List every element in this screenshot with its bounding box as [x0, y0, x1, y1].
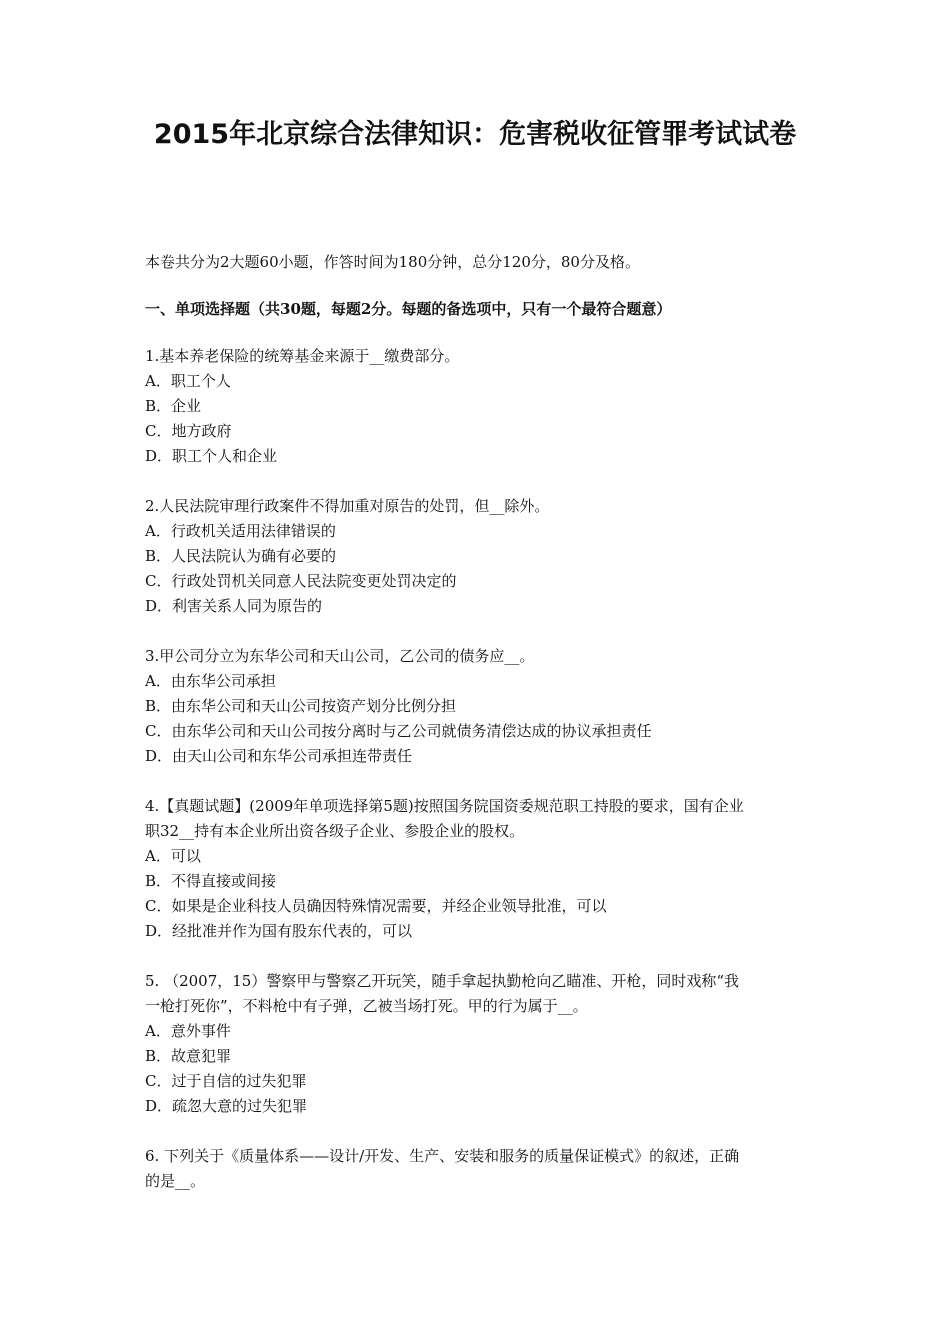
- answer-option: A．职工个人: [145, 372, 231, 390]
- exam-intro: 本卷共分为2大题60小题，作答时间为180分钟，总分120分，80分及格。: [145, 253, 640, 271]
- answer-option: A．可以: [145, 847, 201, 865]
- answer-option: C．地方政府: [145, 422, 232, 440]
- question-item: [145, 1144, 815, 1194]
- document-title: 2015年北京综合法律知识：危害税收征管罪考试试卷: [153, 119, 797, 150]
- question-item: [145, 644, 815, 769]
- answer-option: B．企业: [145, 397, 202, 415]
- question-item: [145, 344, 815, 469]
- answer-option: D．经批准并作为国有股东代表的，可以: [145, 922, 413, 940]
- answer-option: C．由东华公司和天山公司按分离时与乙公司就债务清偿达成的协议承担责任: [145, 722, 652, 740]
- answer-option: B．不得直接或间接: [145, 872, 277, 890]
- document-body: [145, 250, 815, 1219]
- question-stem: 的是__。: [145, 1172, 206, 1190]
- answer-option: A．意外事件: [145, 1022, 231, 1040]
- answer-option: C．如果是企业科技人员确因特殊情况需要，并经企业领导批准，可以: [145, 897, 607, 915]
- question-item: [145, 969, 815, 1119]
- question-stem: 4.【真题试题】(2009年单项选择第5题)按照国务院国资委规范职工持股的要求，国有企业: [145, 797, 744, 815]
- answer-option: A．由东华公司承担: [145, 672, 276, 690]
- answer-option: B．人民法院认为确有必要的: [145, 547, 337, 565]
- answer-option: D．利害关系人同为原告的: [145, 597, 323, 615]
- question-stem: 一枪打死你”，不料枪中有子弹，乙被当场打死。甲的行为属于__。: [145, 997, 588, 1015]
- answer-option: B．故意犯罪: [145, 1047, 232, 1065]
- question-stem: 2.人民法院审理行政案件不得加重对原告的处罚，但__除外。: [145, 497, 550, 515]
- answer-option: C．行政处罚机关同意人民法院变更处罚决定的: [145, 572, 457, 590]
- question-item: [145, 794, 815, 944]
- question-stem: 职32__持有本企业所出资各级子企业、参股企业的股权。: [145, 822, 525, 840]
- answer-option: D．疏忽大意的过失犯罪: [145, 1097, 308, 1115]
- section-heading: 一、单项选择题（共30题，每题2分。每题的备选项中，只有一个最符合题意）: [145, 300, 672, 318]
- question-list: [145, 344, 815, 1194]
- question-stem: 1.基本养老保险的统筹基金来源于__缴费部分。: [145, 347, 460, 365]
- question-stem: 3.甲公司分立为东华公司和天山公司，乙公司的债务应__。: [145, 647, 535, 665]
- question-item: [145, 494, 815, 619]
- answer-option: B．由东华公司和天山公司按资产划分比例分担: [145, 697, 457, 715]
- answer-option: D．由天山公司和东华公司承担连带责任: [145, 747, 413, 765]
- question-stem: 5. （2007，15）警察甲与警察乙开玩笑，随手拿起执勤枪向乙瞄准、开枪，同时戏称“我: [145, 972, 740, 990]
- answer-option: D．职工个人和企业: [145, 447, 278, 465]
- answer-option: A．行政机关适用法律错误的: [145, 522, 336, 540]
- answer-option: C．过于自信的过失犯罪: [145, 1072, 307, 1090]
- question-stem: 6. 下列关于《质量体系——设计/开发、生产、安装和服务的质量保证模式》的叙述，正确: [145, 1147, 740, 1165]
